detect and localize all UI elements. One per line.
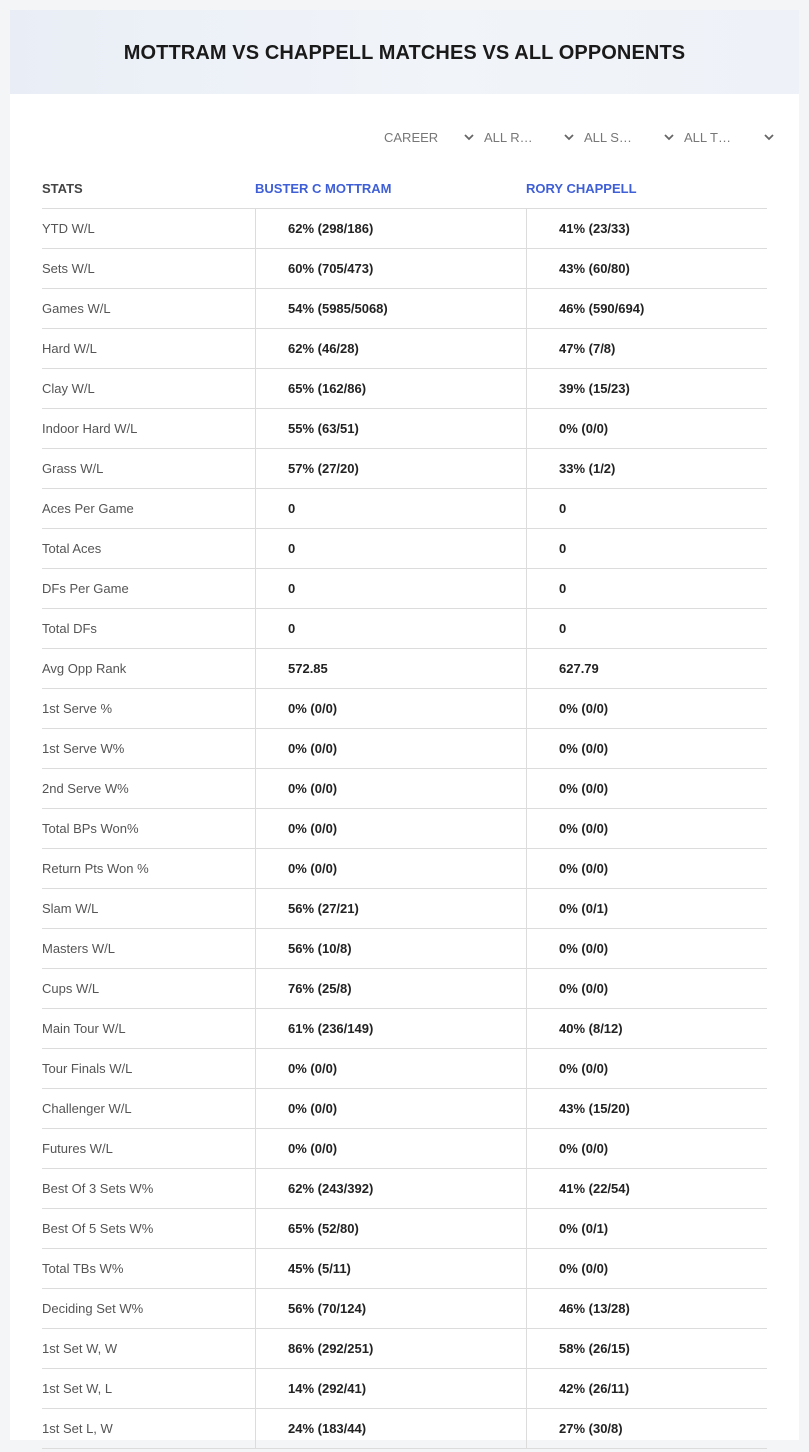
- stat-label: Slam W/L: [42, 901, 99, 916]
- table-row: [42, 1209, 767, 1249]
- chevron-down-icon: [764, 132, 774, 142]
- player-b-value: 0% (0/1): [526, 889, 767, 928]
- stat-label: Cups W/L: [42, 981, 100, 996]
- table-body: [42, 209, 767, 1449]
- player-b-value: 43% (60/80): [526, 249, 767, 288]
- header-player-b-link[interactable]: RORY CHAPPELL: [526, 180, 637, 196]
- chevron-down-icon: [664, 132, 674, 142]
- player-a-value: 65% (52/80): [255, 1209, 526, 1248]
- player-b-value: 27% (30/8): [526, 1409, 767, 1448]
- header-stats: STATS: [42, 180, 83, 196]
- player-b-value: 0% (0/0): [526, 729, 767, 768]
- player-a-value: 14% (292/41): [255, 1369, 526, 1408]
- table-row: [42, 569, 767, 609]
- player-a-value: 56% (70/124): [255, 1289, 526, 1328]
- stat-label: Grass W/L: [42, 461, 104, 476]
- player-a-value: 45% (5/11): [255, 1249, 526, 1288]
- stat-label: Total BPs Won%: [42, 821, 139, 836]
- player-b-value: 0: [526, 529, 767, 568]
- filter-label: ALL T…: [684, 129, 731, 145]
- player-b-value: 33% (1/2): [526, 449, 767, 488]
- filter-label: ALL R…: [484, 129, 533, 145]
- stat-label: Tour Finals W/L: [42, 1061, 133, 1076]
- player-b-value: 0% (0/0): [526, 1049, 767, 1088]
- table-row: [42, 1249, 767, 1289]
- player-a-value: 62% (46/28): [255, 329, 526, 368]
- table-row: [42, 969, 767, 1009]
- player-a-value: 0% (0/0): [255, 769, 526, 808]
- table-row: [42, 1169, 767, 1209]
- filter-round-select[interactable]: [484, 128, 584, 146]
- player-b-value: 0: [526, 609, 767, 648]
- stat-label: Best Of 3 Sets W%: [42, 1181, 154, 1196]
- player-a-value: 56% (10/8): [255, 929, 526, 968]
- player-a-value: 62% (298/186): [255, 209, 526, 248]
- player-b-value: 41% (23/33): [526, 209, 767, 248]
- table-row: [42, 489, 767, 529]
- table-row: [42, 689, 767, 729]
- player-b-value: 46% (13/28): [526, 1289, 767, 1328]
- player-b-value: 0% (0/0): [526, 409, 767, 448]
- player-b-value: 0% (0/0): [526, 849, 767, 888]
- table-row: [42, 849, 767, 889]
- player-a-value: 0% (0/0): [255, 1089, 526, 1128]
- table-header-row: [42, 168, 767, 209]
- table-row: [42, 1409, 767, 1449]
- table-row: [42, 1289, 767, 1329]
- filter-surface-select[interactable]: [584, 128, 684, 146]
- card-header: [10, 10, 799, 94]
- table-row: [42, 529, 767, 569]
- stat-label: Total TBs W%: [42, 1261, 124, 1276]
- stat-label: Return Pts Won %: [42, 861, 149, 876]
- player-a-value: 0% (0/0): [255, 689, 526, 728]
- table-row: [42, 929, 767, 969]
- player-b-value: 0% (0/0): [526, 969, 767, 1008]
- player-b-value: 41% (22/54): [526, 1169, 767, 1208]
- player-a-value: 76% (25/8): [255, 969, 526, 1008]
- player-a-value: 0% (0/0): [255, 849, 526, 888]
- table-row: [42, 369, 767, 409]
- player-a-value: 0: [255, 609, 526, 648]
- player-b-value: 0% (0/0): [526, 929, 767, 968]
- chevron-down-icon: [564, 132, 574, 142]
- stat-label: Sets W/L: [42, 261, 95, 276]
- player-b-value: 58% (26/15): [526, 1329, 767, 1368]
- player-b-value: 0: [526, 489, 767, 528]
- player-a-value: 0: [255, 489, 526, 528]
- player-b-value: 43% (15/20): [526, 1089, 767, 1128]
- player-b-value: 0% (0/0): [526, 689, 767, 728]
- filter-label: ALL S…: [584, 129, 632, 145]
- stat-label: Deciding Set W%: [42, 1301, 144, 1316]
- table-row: [42, 1089, 767, 1129]
- player-a-value: 60% (705/473): [255, 249, 526, 288]
- table-row: [42, 249, 767, 289]
- player-a-value: 572.85: [255, 649, 526, 688]
- player-a-value: 0% (0/0): [255, 729, 526, 768]
- stat-label: Aces Per Game: [42, 501, 134, 516]
- stat-label: 1st Set L, W: [42, 1421, 113, 1436]
- stat-label: Hard W/L: [42, 341, 97, 356]
- stat-label: Total Aces: [42, 541, 102, 556]
- player-b-value: 0% (0/1): [526, 1209, 767, 1248]
- table-row: [42, 609, 767, 649]
- stat-label: Indoor Hard W/L: [42, 421, 138, 436]
- page-title: MOTTRAM VS CHAPPELL MATCHES VS ALL OPPONENTS: [123, 41, 686, 64]
- table-row: [42, 729, 767, 769]
- filter-tournament-select[interactable]: [684, 128, 784, 146]
- filter-period-select[interactable]: [384, 128, 484, 146]
- player-a-value: 0% (0/0): [255, 1129, 526, 1168]
- player-a-value: 0: [255, 569, 526, 608]
- chevron-down-icon: [464, 132, 474, 142]
- stat-label: Main Tour W/L: [42, 1021, 126, 1036]
- player-b-value: 0% (0/0): [526, 1249, 767, 1288]
- player-a-value: 62% (243/392): [255, 1169, 526, 1208]
- stat-label: 1st Serve %: [42, 701, 113, 716]
- player-b-value: 0% (0/0): [526, 1129, 767, 1168]
- player-a-value: 65% (162/86): [255, 369, 526, 408]
- player-b-value: 0: [526, 569, 767, 608]
- stat-label: DFs Per Game: [42, 581, 129, 596]
- player-a-value: 55% (63/51): [255, 409, 526, 448]
- player-a-value: 0% (0/0): [255, 809, 526, 848]
- stat-label: Futures W/L: [42, 1141, 113, 1156]
- filter-bar: [384, 128, 784, 146]
- header-player-a-link[interactable]: BUSTER C MOTTRAM: [255, 180, 392, 196]
- player-b-value: 39% (15/23): [526, 369, 767, 408]
- player-b-value: 0% (0/0): [526, 769, 767, 808]
- table-row: [42, 809, 767, 849]
- table-row: [42, 1329, 767, 1369]
- stat-label: 1st Set W, W: [42, 1341, 118, 1356]
- stat-label: Best Of 5 Sets W%: [42, 1221, 154, 1236]
- table-row: [42, 769, 767, 809]
- player-a-value: 0% (0/0): [255, 1049, 526, 1088]
- table-row: [42, 1129, 767, 1169]
- stat-label: YTD W/L: [42, 221, 95, 236]
- player-a-value: 24% (183/44): [255, 1409, 526, 1448]
- player-a-value: 0: [255, 529, 526, 568]
- stat-label: Total DFs: [42, 621, 97, 636]
- player-b-value: 47% (7/8): [526, 329, 767, 368]
- stat-label: Challenger W/L: [42, 1101, 132, 1116]
- filter-label: CAREER: [384, 129, 439, 145]
- player-a-value: 54% (5985/5068): [255, 289, 526, 328]
- player-b-value: 0% (0/0): [526, 809, 767, 848]
- table-row: [42, 1009, 767, 1049]
- table-row: [42, 209, 767, 249]
- player-b-value: 42% (26/11): [526, 1369, 767, 1408]
- player-a-value: 86% (292/251): [255, 1329, 526, 1368]
- table-row: [42, 1369, 767, 1409]
- player-b-value: 46% (590/694): [526, 289, 767, 328]
- stat-label: Masters W/L: [42, 941, 115, 956]
- table-row: [42, 449, 767, 489]
- table-row: [42, 889, 767, 929]
- stat-label: 1st Serve W%: [42, 741, 125, 756]
- table-row: [42, 289, 767, 329]
- player-b-value: 627.79: [526, 649, 767, 688]
- player-a-value: 61% (236/149): [255, 1009, 526, 1048]
- table-row: [42, 1049, 767, 1089]
- stat-label: 2nd Serve W%: [42, 781, 129, 796]
- player-b-value: 40% (8/12): [526, 1009, 767, 1048]
- stat-label: Games W/L: [42, 301, 111, 316]
- stat-label: 1st Set W, L: [42, 1381, 113, 1396]
- table-row: [42, 649, 767, 689]
- table-row: [42, 329, 767, 369]
- stat-label: Clay W/L: [42, 381, 95, 396]
- stats-card: [10, 10, 799, 1440]
- stat-label: Avg Opp Rank: [42, 661, 127, 676]
- stats-table: [42, 168, 767, 1449]
- table-row: [42, 409, 767, 449]
- player-a-value: 57% (27/20): [255, 449, 526, 488]
- player-a-value: 56% (27/21): [255, 889, 526, 928]
